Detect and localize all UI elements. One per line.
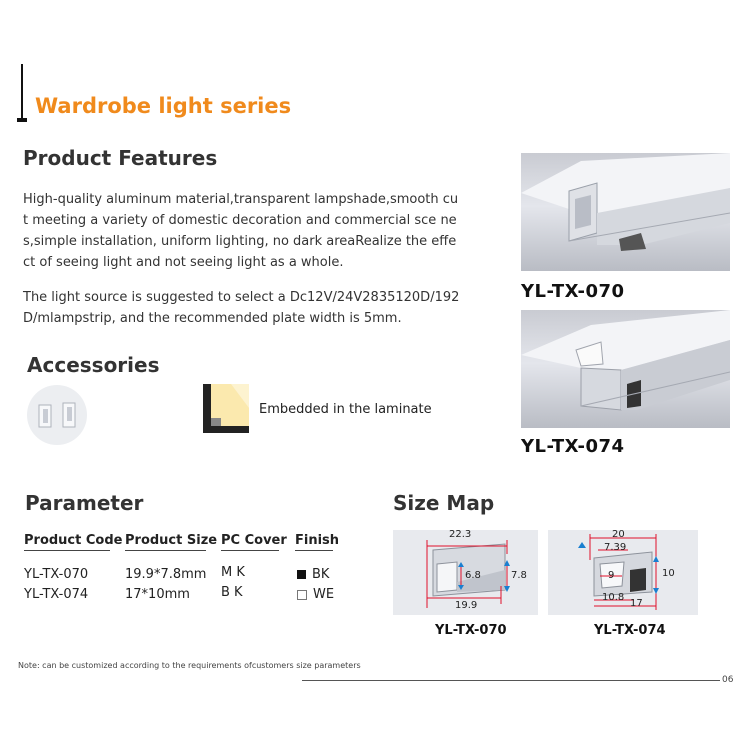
- col-underline-finish: [295, 550, 333, 551]
- col-underline-product-code: [24, 550, 110, 551]
- col-underline-pc-cover: [221, 550, 279, 551]
- page-number: 06: [722, 675, 734, 685]
- col-header-product-size: Product Size: [125, 533, 218, 548]
- row-2-finish: [297, 587, 334, 602]
- product-model-074: YL-TX-074: [521, 436, 625, 457]
- parameter-heading: Parameter: [25, 491, 144, 515]
- dim-070-top: 22.3: [449, 529, 472, 540]
- features-heading: Product Features: [23, 146, 218, 170]
- size-drawing-074: [548, 530, 698, 615]
- accessories-heading: Accessories: [27, 353, 160, 377]
- profile-070-render: [521, 153, 730, 271]
- features-paragraph: High-quality aluminum material,transparent lampshade,smooth cut meeting a variety of domestic decoration and commercial sce nes,simple installation, uniform lighting, no dark areaRealize the effect of seeing light and not seeing light as a whole.: [23, 192, 459, 270]
- row-2-size: 17*10mm: [125, 587, 190, 602]
- product-photo-070: [521, 153, 730, 271]
- row-1-size: 19.9*7.8mm: [125, 567, 207, 582]
- dim-070-height: 7.8: [511, 570, 527, 581]
- end-cap-accessory-image: [27, 385, 87, 445]
- finish-swatch-black: [297, 570, 306, 579]
- header-accent-bar: [21, 64, 23, 122]
- footer-rule: [302, 680, 720, 681]
- finish-swatch-white: [297, 590, 307, 600]
- row-1-finish: [297, 567, 329, 582]
- install-caption: Embedded in the laminate: [259, 402, 432, 417]
- dim-070-inner: 6.8: [465, 570, 481, 581]
- dim-074-bottom-b: 17: [630, 598, 643, 609]
- light-source-paragraph: The light source is suggested to select a Dc12V/24V2835120D/192 D/mlampstrip, and the recommended plate width is 5mm.: [23, 290, 460, 326]
- row-1-cover: M K: [221, 565, 245, 580]
- size-drawing-070: [393, 530, 538, 615]
- row-1-finish-label: BK: [312, 567, 330, 582]
- col-header-finish: Finish: [295, 533, 340, 548]
- profile-074-render: [521, 310, 730, 428]
- dim-070-bottom: 19.9: [455, 600, 478, 611]
- col-header-product-code: Product Code: [24, 533, 123, 548]
- col-header-pc-cover: PC Cover: [221, 533, 287, 548]
- row-2-finish-label: WE: [313, 587, 335, 602]
- laminate-embed-icon: [201, 382, 251, 435]
- series-title: Wardrobe light series: [35, 94, 292, 118]
- dim-074-mid: 9: [608, 570, 615, 581]
- dim-074-height: 10: [662, 568, 675, 579]
- dim-074-bottom-a: 10.8: [602, 592, 625, 603]
- row-2-code: YL-TX-074: [24, 587, 89, 602]
- dim-074-inner: 7.39: [604, 542, 627, 553]
- footer-note: Note: can be customized according to the requirements ofcustomers size parameters: [18, 661, 361, 670]
- product-photo-074: [521, 310, 730, 428]
- laminate-install-diagram: [201, 382, 251, 435]
- row-2-cover: B K: [221, 585, 243, 600]
- size-map-heading: Size Map: [393, 491, 495, 515]
- product-model-070: YL-TX-070: [521, 281, 625, 302]
- size-label-074: YL-TX-074: [594, 623, 666, 638]
- size-label-070: YL-TX-070: [435, 623, 507, 638]
- row-1-code: YL-TX-070: [24, 567, 89, 582]
- end-cap-icon: [27, 385, 87, 445]
- dim-074-top: 20: [612, 529, 625, 540]
- col-underline-product-size: [125, 550, 206, 551]
- header-accent-tick: [17, 118, 27, 122]
